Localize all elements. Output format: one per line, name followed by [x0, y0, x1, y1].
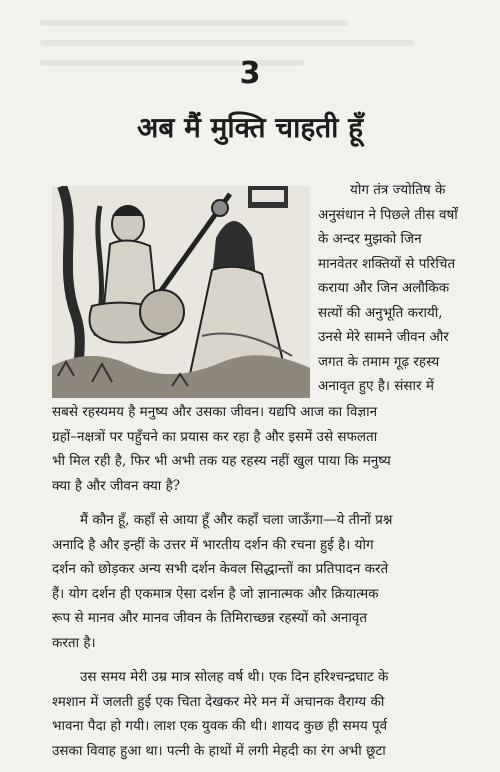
text-line: हैं। योग दर्शन ही एकमात्र ऐसा दर्शन है जो ज्ञानात्मक और क्रियात्मक	[52, 585, 379, 602]
text-line: उसका विवाह हुआ था। पत्नी के हाथों में लगी मेहदी का रंग अभी छूटा	[52, 742, 386, 759]
text-line: ग्रहों–नक्षत्रों पर पहुँचने का प्रयास कर रहा है और इसमें उसे सफलता	[52, 428, 378, 445]
text-line: श्मशान में जलती हुई एक चिता देखकर मेरे मन में अचानक वैराग्य की	[52, 693, 385, 710]
text-line: भावना पैदा हो गयी। लाश एक युवक की थी। शायद कुछ ही समय पूर्व	[52, 718, 388, 734]
text-line: उनसे मेरे सामने जीवन और	[318, 329, 449, 345]
text-line: के अन्दर मुझको जिन	[318, 231, 422, 247]
paragraph-gap	[52, 498, 468, 508]
text-line: कराया और जिन अलौकिक	[318, 280, 450, 296]
text-line: करता है।	[52, 634, 96, 651]
text-line: योग तंत्र ज्योतिष के	[350, 182, 446, 198]
text-line: जगत के तमाम गूढ़ रहस्य	[318, 353, 440, 370]
text-line: भी मिल रही है, फिर भी अभी तक यह रहस्य नहीं खुल पाया कि मनुष्य	[52, 453, 391, 469]
text-line: अनादि है और इन्हीं के उत्तर में भारतीय दर्शन की रचना हुई है। योग	[52, 536, 374, 553]
text-line: मैं कौन हूँ, कहाँ से आया हूँ और कहाँ चला जाऊँगा—ये तीनों प्रश्न	[80, 512, 393, 528]
text-line: अनुसंधान ने पिछले तीस वर्षों	[318, 206, 458, 223]
text-line: सबसे रहस्यमय है मनुष्य और उसका जीवन। यद्यपि आज का विज्ञान	[52, 404, 378, 420]
chapter-title: अब मैं मुक्ति चाहती हूँ	[136, 111, 364, 144]
text-line: सत्यों की अनुभूति करायी,	[318, 304, 443, 321]
text-line: उस समय मेरी उम्र मात्र सोलह वर्ष थी। एक दिन हरिश्चन्द्रघाट के	[80, 669, 389, 685]
text-line: रूप से मानव और मानव जीवन के तिमिराच्छन्न रहस्यों को अनावृत	[52, 610, 368, 626]
chapter-illustration	[52, 186, 310, 398]
body-text	[52, 400, 468, 763]
paragraph-gap	[52, 655, 468, 665]
text-line: क्या है और जीवन क्या है?	[52, 477, 180, 494]
text-line: अनावृत हुए है। संसार में	[318, 378, 434, 394]
chapter-number: 3	[239, 56, 261, 91]
text-line: दर्शन को छोड़कर अन्य सभी दर्शन केवल सिद्धान्तों का प्रतिपादन करते	[52, 561, 389, 577]
intro-side-text	[318, 178, 468, 399]
text-line: मानवेतर शक्तियों से परिचित	[318, 255, 456, 272]
